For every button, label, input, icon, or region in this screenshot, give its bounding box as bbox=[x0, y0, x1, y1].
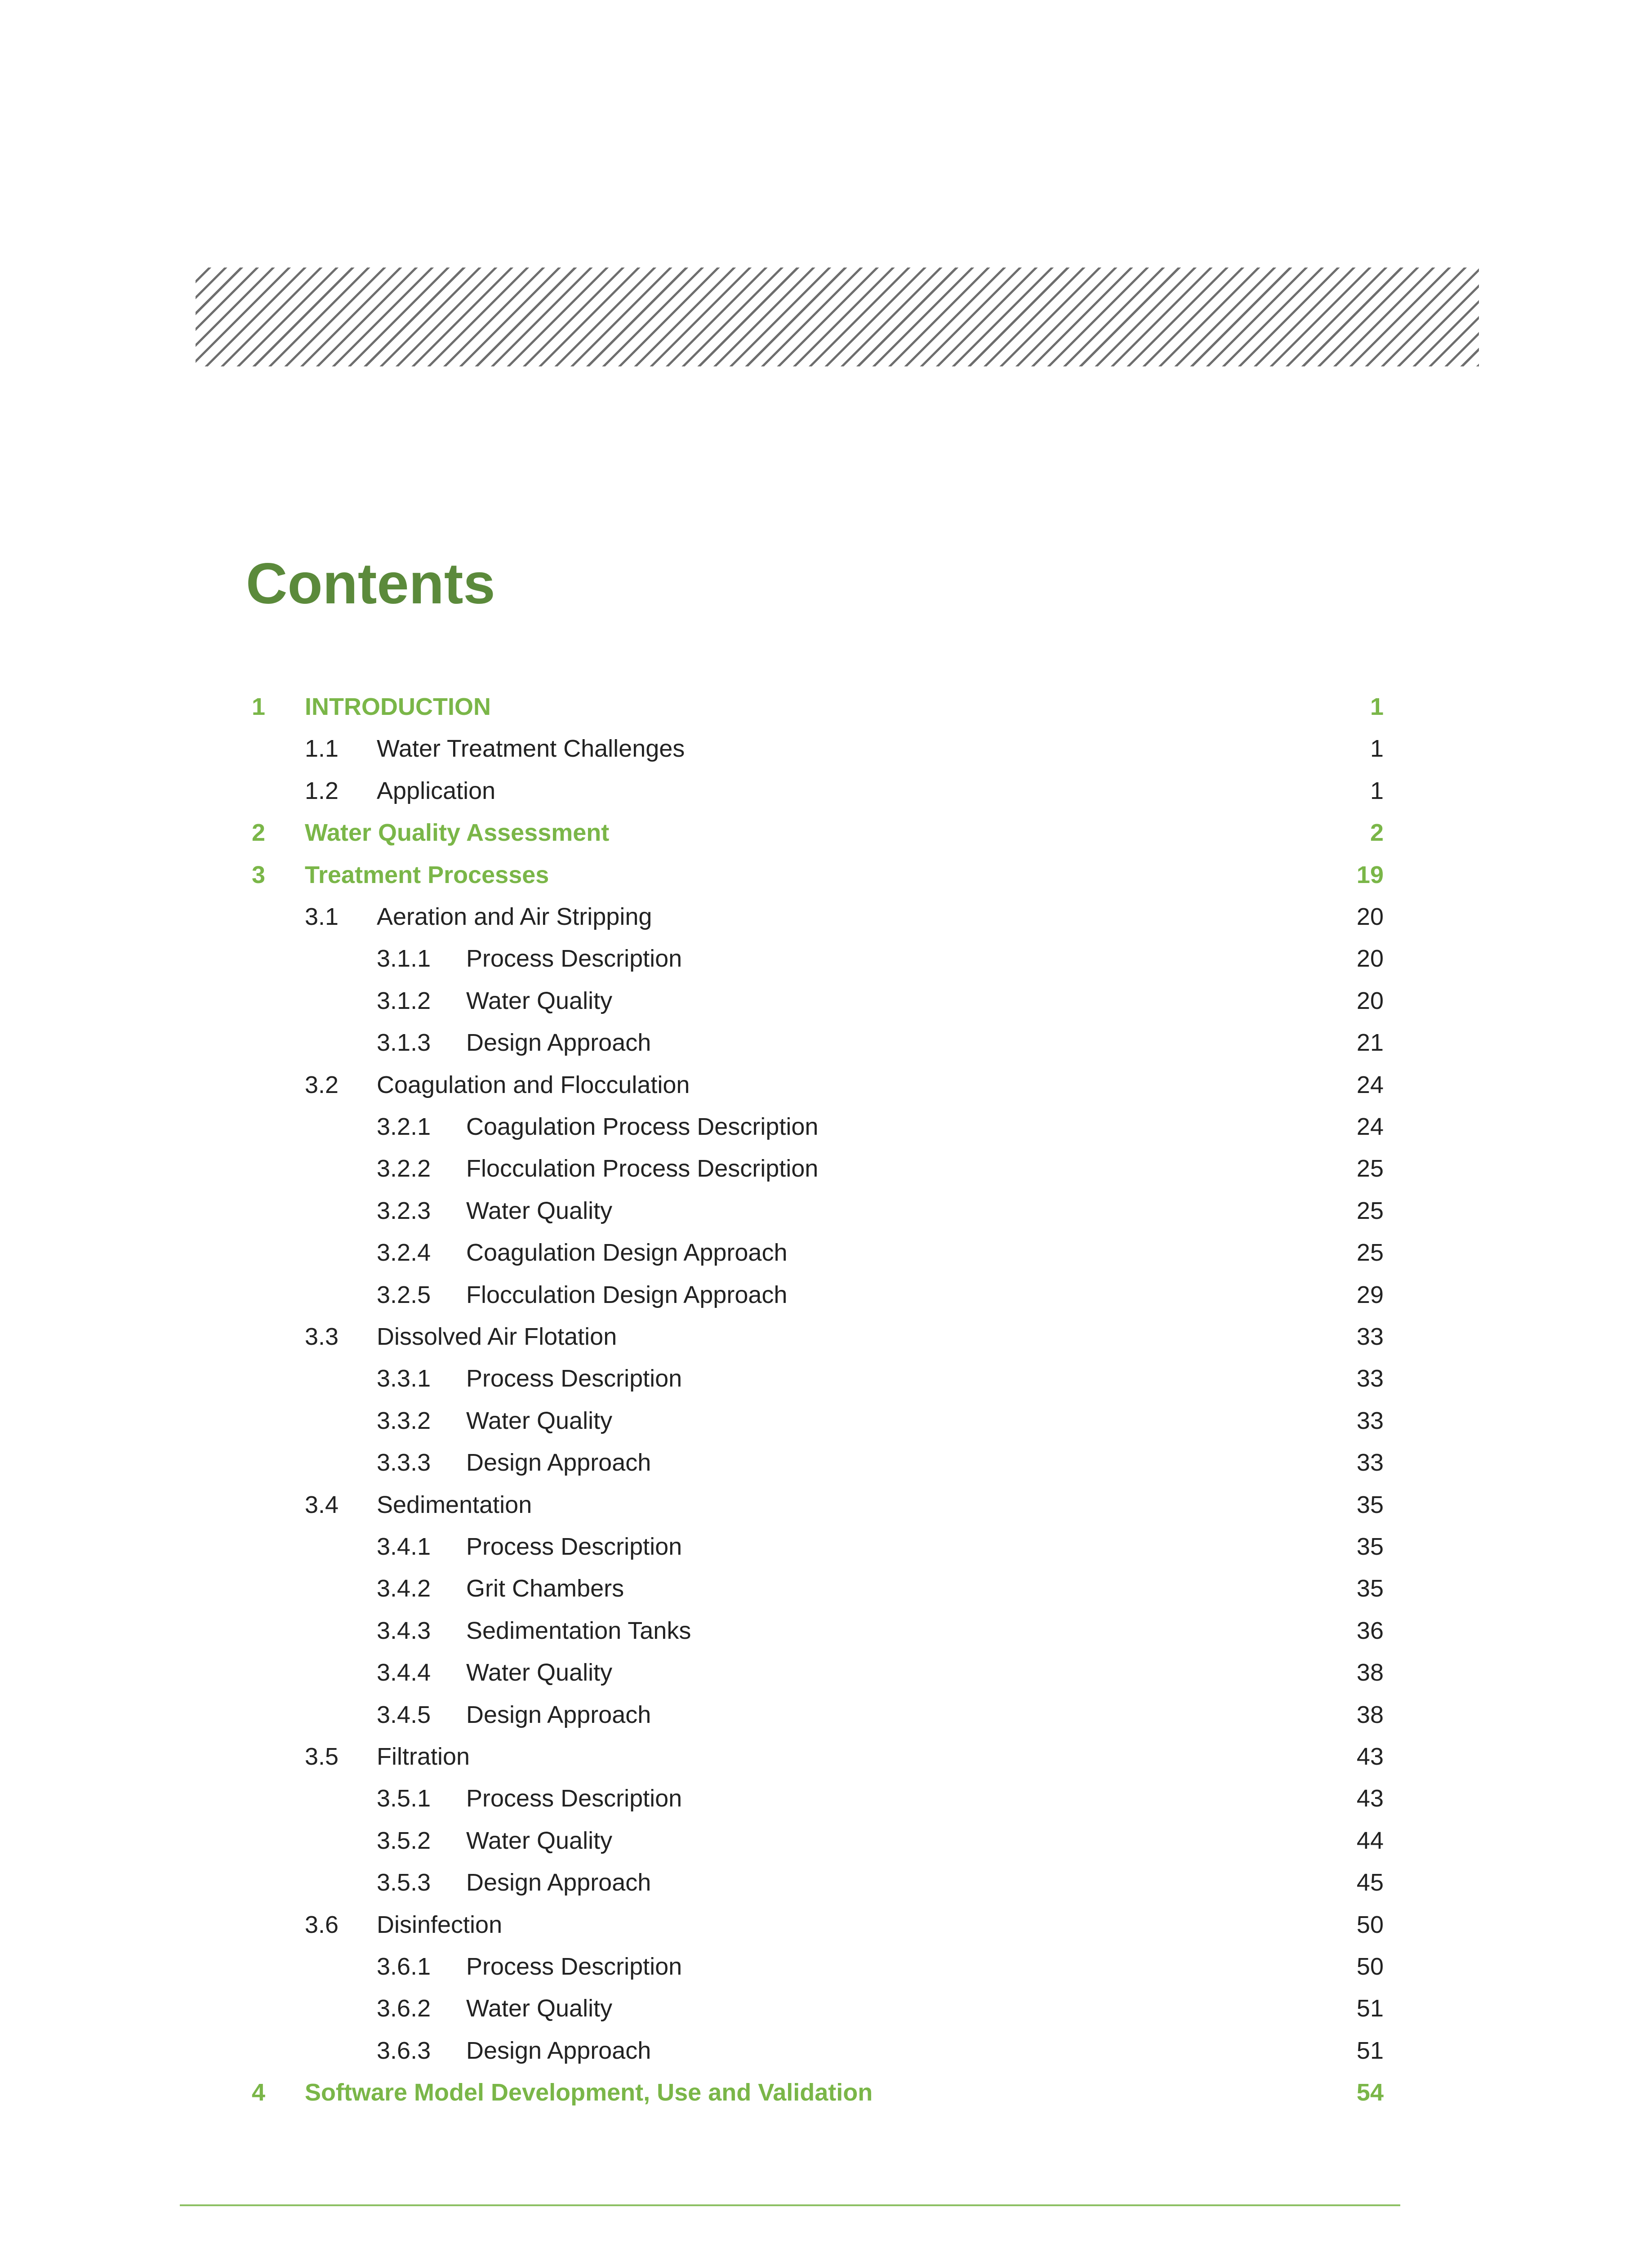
toc-entry-title[interactable]: Sedimentation bbox=[377, 1491, 532, 1518]
toc-entry-title[interactable]: Water Quality bbox=[466, 987, 613, 1014]
toc-entry-page-number: 44 bbox=[1356, 1827, 1384, 1854]
toc-entry-3-4-3[interactable] bbox=[0, 1610, 1652, 1651]
toc-entry-title[interactable]: Process Description bbox=[466, 1953, 682, 1980]
toc-entry-title[interactable]: Water Treatment Challenges bbox=[377, 735, 685, 763]
toc-entry-page-number: 38 bbox=[1356, 1659, 1384, 1686]
toc-entry-title[interactable]: Treatment Processes bbox=[305, 861, 549, 888]
toc-entry-number: 3.3.1 bbox=[377, 1365, 431, 1392]
toc-entry-3-3[interactable] bbox=[0, 1316, 1652, 1357]
toc-entry-title[interactable]: Coagulation and Flocculation bbox=[377, 1071, 690, 1098]
toc-entry-3-1-2[interactable] bbox=[0, 980, 1652, 1021]
toc-entry-number: 3.5 bbox=[305, 1743, 339, 1770]
toc-entry-number: 1 bbox=[252, 693, 266, 720]
toc-entry-page-number: 51 bbox=[1356, 1995, 1384, 2022]
toc-entry-3-2-3[interactable] bbox=[0, 1190, 1652, 1231]
toc-entry-page-number: 35 bbox=[1356, 1575, 1384, 1602]
toc-entry-title[interactable]: Water Quality bbox=[466, 1197, 613, 1224]
toc-entry-number: 3.5.1 bbox=[377, 1785, 431, 1812]
toc-entry-page-number: 24 bbox=[1356, 1113, 1384, 1140]
toc-entry-number: 1.2 bbox=[305, 777, 339, 804]
toc-entry-title[interactable]: Application bbox=[377, 777, 496, 804]
toc-entry-number: 3.2.2 bbox=[377, 1155, 431, 1182]
toc-entry-3-2-1[interactable] bbox=[0, 1106, 1652, 1147]
toc-entry-3-6[interactable] bbox=[0, 1904, 1652, 1945]
toc-entry-number: 3.2.4 bbox=[377, 1239, 431, 1267]
page-title: Contents bbox=[246, 552, 495, 616]
toc-entry-3-1-3[interactable] bbox=[0, 1022, 1652, 1063]
toc-entry-page-number: 50 bbox=[1356, 1911, 1384, 1938]
toc-entry-page-number: 51 bbox=[1356, 2037, 1384, 2064]
toc-entry-number: 2 bbox=[252, 819, 266, 847]
toc-entry-3-6-1[interactable] bbox=[0, 1946, 1652, 1987]
toc-entry-page-number: 25 bbox=[1356, 1239, 1384, 1267]
toc-entry-3-4-2[interactable] bbox=[0, 1568, 1652, 1609]
toc-entry-title[interactable]: Water Quality bbox=[466, 1659, 613, 1686]
toc-entry-title[interactable]: Flocculation Design Approach bbox=[466, 1281, 788, 1308]
toc-entry-3-6-2[interactable] bbox=[0, 1988, 1652, 2029]
toc-entry-number: 3.6.2 bbox=[377, 1995, 431, 2022]
toc-entry-page-number: 19 bbox=[1356, 861, 1384, 888]
toc-entry-page-number: 33 bbox=[1356, 1323, 1384, 1350]
toc-entry-title[interactable]: Process Description bbox=[466, 1785, 682, 1812]
toc-entry-page-number: 36 bbox=[1356, 1617, 1384, 1644]
toc-entry-title[interactable]: Filtration bbox=[377, 1743, 470, 1770]
toc-entry-page-number: 1 bbox=[1370, 693, 1384, 720]
toc-entry-2[interactable] bbox=[0, 812, 1652, 853]
toc-entry-page-number: 25 bbox=[1356, 1155, 1384, 1182]
toc-entry-title[interactable]: Process Description bbox=[466, 945, 682, 972]
toc-entry-number: 3.1.2 bbox=[377, 987, 431, 1014]
toc-entry-page-number: 45 bbox=[1356, 1869, 1384, 1896]
toc-entry-number: 3.4.5 bbox=[377, 1701, 431, 1728]
toc-entry-3-3-1[interactable] bbox=[0, 1358, 1652, 1399]
toc-entry-page-number: 20 bbox=[1356, 945, 1384, 972]
toc-entry-page-number: 1 bbox=[1370, 735, 1384, 763]
toc-entry-3-5-1[interactable] bbox=[0, 1778, 1652, 1819]
toc-entry-number: 3.5.2 bbox=[377, 1827, 431, 1854]
toc-entry-4[interactable] bbox=[0, 2072, 1652, 2113]
toc-entry-3-5-3[interactable] bbox=[0, 1862, 1652, 1903]
toc-entry-number: 3.4 bbox=[305, 1491, 339, 1518]
toc-entry-title[interactable]: Grit Chambers bbox=[466, 1575, 624, 1602]
toc-entry-number: 4 bbox=[252, 2079, 266, 2106]
toc-entry-number: 3.2.3 bbox=[377, 1197, 431, 1224]
toc-entry-1-1[interactable] bbox=[0, 728, 1652, 769]
toc-entry-3-4[interactable] bbox=[0, 1484, 1652, 1525]
toc-entry-title[interactable]: Design Approach bbox=[466, 1869, 651, 1896]
toc-entry-page-number: 35 bbox=[1356, 1533, 1384, 1560]
toc-entry-page-number: 33 bbox=[1356, 1407, 1384, 1434]
toc-entry-number: 3.1.3 bbox=[377, 1029, 431, 1057]
toc-entry-page-number: 25 bbox=[1356, 1197, 1384, 1224]
toc-entry-3[interactable] bbox=[0, 854, 1652, 896]
toc-entry-number: 3.2.1 bbox=[377, 1113, 431, 1140]
toc-entry-3-4-5[interactable] bbox=[0, 1694, 1652, 1735]
toc-entry-title[interactable]: Design Approach bbox=[466, 2037, 651, 2064]
toc-entry-number: 3.3.2 bbox=[377, 1407, 431, 1434]
toc-entry-page-number: 29 bbox=[1356, 1281, 1384, 1308]
toc-entry-number: 3.2 bbox=[305, 1071, 339, 1098]
toc-entry-title[interactable]: Sedimentation Tanks bbox=[466, 1617, 691, 1644]
toc-entry-title[interactable]: Aeration and Air Stripping bbox=[377, 903, 652, 930]
toc-entry-title[interactable]: Water Quality Assessment bbox=[305, 819, 610, 847]
toc-entry-title[interactable]: Design Approach bbox=[466, 1029, 651, 1057]
toc-entry-title[interactable]: Process Description bbox=[466, 1365, 682, 1392]
toc-entry-3-2[interactable] bbox=[0, 1064, 1652, 1106]
toc-entry-3-2-4[interactable] bbox=[0, 1232, 1652, 1273]
toc-entry-number: 3.1.1 bbox=[377, 945, 431, 972]
toc-entry-number: 3.3 bbox=[305, 1323, 339, 1350]
toc-entry-page-number: 43 bbox=[1356, 1743, 1384, 1770]
toc-entry-number: 3.4.4 bbox=[377, 1659, 431, 1686]
toc-entry-title[interactable]: Design Approach bbox=[466, 1701, 651, 1728]
toc-entry-title[interactable]: Water Quality bbox=[466, 1407, 613, 1434]
toc-entry-3-1[interactable] bbox=[0, 896, 1652, 937]
toc-entry-page-number: 21 bbox=[1356, 1029, 1384, 1057]
toc-entry-page-number: 54 bbox=[1356, 2079, 1384, 2106]
toc-entry-number: 3.6 bbox=[305, 1911, 339, 1938]
toc-entry-number: 3.4.2 bbox=[377, 1575, 431, 1602]
toc-entry-title[interactable]: Water Quality bbox=[466, 1827, 613, 1854]
toc-entry-title[interactable]: INTRODUCTION bbox=[305, 693, 491, 720]
toc-entry-number: 3.4.3 bbox=[377, 1617, 431, 1644]
toc-entry-3-3-2[interactable] bbox=[0, 1400, 1652, 1441]
toc-entry-3-4-4[interactable] bbox=[0, 1652, 1652, 1693]
toc-entry-title[interactable]: Coagulation Design Approach bbox=[466, 1239, 788, 1267]
toc-entry-page-number: 35 bbox=[1356, 1491, 1384, 1518]
toc-entry-title[interactable]: Flocculation Process Description bbox=[466, 1155, 819, 1182]
toc-entry-3-3-3[interactable] bbox=[0, 1442, 1652, 1483]
toc-entry-3-2-5[interactable] bbox=[0, 1274, 1652, 1316]
toc-entry-page-number: 20 bbox=[1356, 987, 1384, 1014]
toc-entry-number: 3.4.1 bbox=[377, 1533, 431, 1560]
toc-entry-number: 3.1 bbox=[305, 903, 339, 930]
toc-entry-page-number: 43 bbox=[1356, 1785, 1384, 1812]
toc-entry-1-2[interactable] bbox=[0, 770, 1652, 812]
toc-entry-number: 1.1 bbox=[305, 735, 339, 763]
toc-entry-number: 3.2.5 bbox=[377, 1281, 431, 1308]
toc-entry-page-number: 20 bbox=[1356, 903, 1384, 930]
toc-entry-title[interactable]: Dissolved Air Flotation bbox=[377, 1323, 617, 1350]
toc-entry-number: 3.5.3 bbox=[377, 1869, 431, 1896]
toc-entry-page-number: 2 bbox=[1370, 819, 1384, 847]
toc-entry-page-number: 33 bbox=[1356, 1365, 1384, 1392]
toc-entry-page-number: 38 bbox=[1356, 1701, 1384, 1728]
toc-entry-title[interactable]: Water Quality bbox=[466, 1995, 613, 2022]
footer-rule bbox=[180, 2204, 1400, 2206]
toc-entry-3-5-2[interactable] bbox=[0, 1820, 1652, 1861]
toc-entry-title[interactable]: Software Model Development, Use and Validation bbox=[305, 2079, 873, 2106]
toc-entry-number: 3.3.3 bbox=[377, 1449, 431, 1476]
toc-entry-title[interactable]: Design Approach bbox=[466, 1449, 651, 1476]
toc-entry-title[interactable]: Process Description bbox=[466, 1533, 682, 1560]
toc-entry-page-number: 50 bbox=[1356, 1953, 1384, 1980]
toc-entry-3-6-3[interactable] bbox=[0, 2030, 1652, 2071]
toc-entry-page-number: 24 bbox=[1356, 1071, 1384, 1098]
toc-entry-page-number: 33 bbox=[1356, 1449, 1384, 1476]
toc-entry-1[interactable] bbox=[0, 686, 1652, 727]
toc-entry-page-number: 1 bbox=[1370, 777, 1384, 804]
toc-entry-number: 3 bbox=[252, 861, 266, 888]
toc-entry-3-5[interactable] bbox=[0, 1736, 1652, 1777]
toc-entry-number: 3.6.3 bbox=[377, 2037, 431, 2064]
toc-entry-title[interactable]: Disinfection bbox=[377, 1911, 503, 1938]
toc-entry-number: 3.6.1 bbox=[377, 1953, 431, 1980]
toc-entry-title[interactable]: Coagulation Process Description bbox=[466, 1113, 819, 1140]
toc-entry-3-2-2[interactable] bbox=[0, 1148, 1652, 1189]
toc-entry-3-4-1[interactable] bbox=[0, 1526, 1652, 1567]
toc-entry-3-1-1[interactable] bbox=[0, 938, 1652, 979]
